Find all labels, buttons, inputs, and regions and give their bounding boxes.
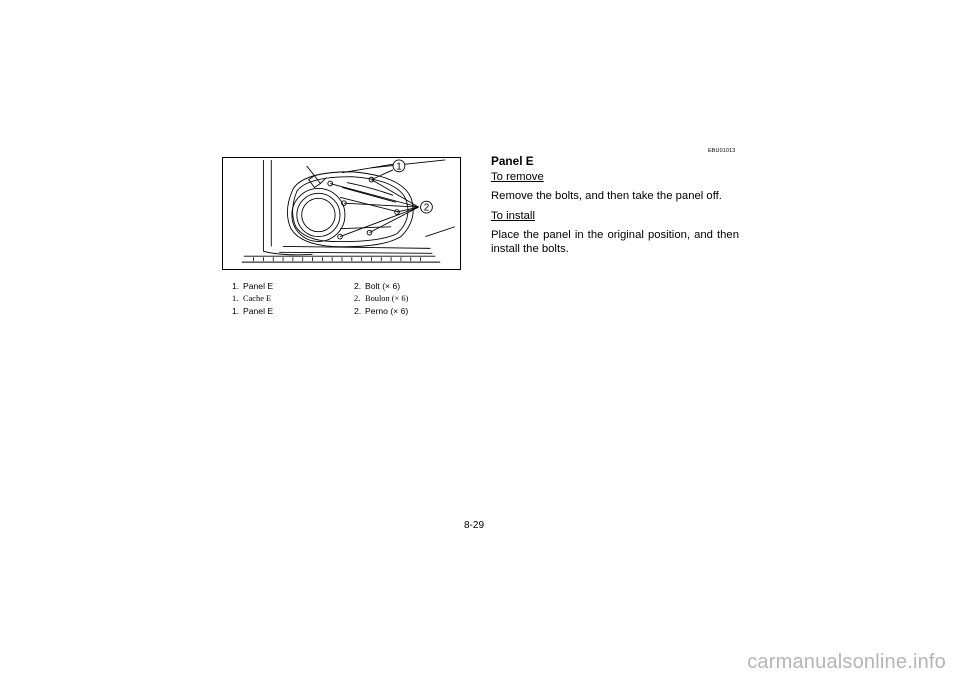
section-code: EBU01013 [708,148,736,154]
legend-text: Panel E [243,306,274,316]
legend-text: Boulon (× 6) [365,293,409,303]
figure-legend [232,280,462,318]
watermark: carmanualsonline.info [747,651,946,673]
legend-number: 2. [354,293,361,303]
install-subheading: To install [491,209,535,222]
remove-instructions: Remove the bolts, and then take the panel off. [491,190,722,203]
legend-number: 2. [354,306,362,316]
page-number: 8-29 [464,520,485,531]
legend-number: 2. [354,281,362,291]
legend-row-french [232,293,462,306]
remove-subheading: To remove [491,171,544,184]
legend-row-spanish [232,305,462,318]
legend-number: 1. [232,293,239,303]
callout-2-label: 2 [423,202,430,214]
legend-text: Cache E [243,293,272,303]
install-instructions: Place the panel in the original position, and then install the bolts. [491,228,739,256]
panel-e-drawing [223,158,460,269]
legend-text: Bolt (× 6) [365,281,401,291]
instruction-column [491,154,739,261]
legend-row-english [232,280,462,293]
legend-number: 1. [232,281,240,291]
section-heading: Panel E [491,154,534,168]
legend-number: 1. [232,306,240,316]
legend-text: Perno (× 6) [365,306,409,316]
panel-e-illustration [222,157,461,270]
legend-text: Panel E [243,281,274,291]
callout-1-label: 1 [396,161,402,173]
